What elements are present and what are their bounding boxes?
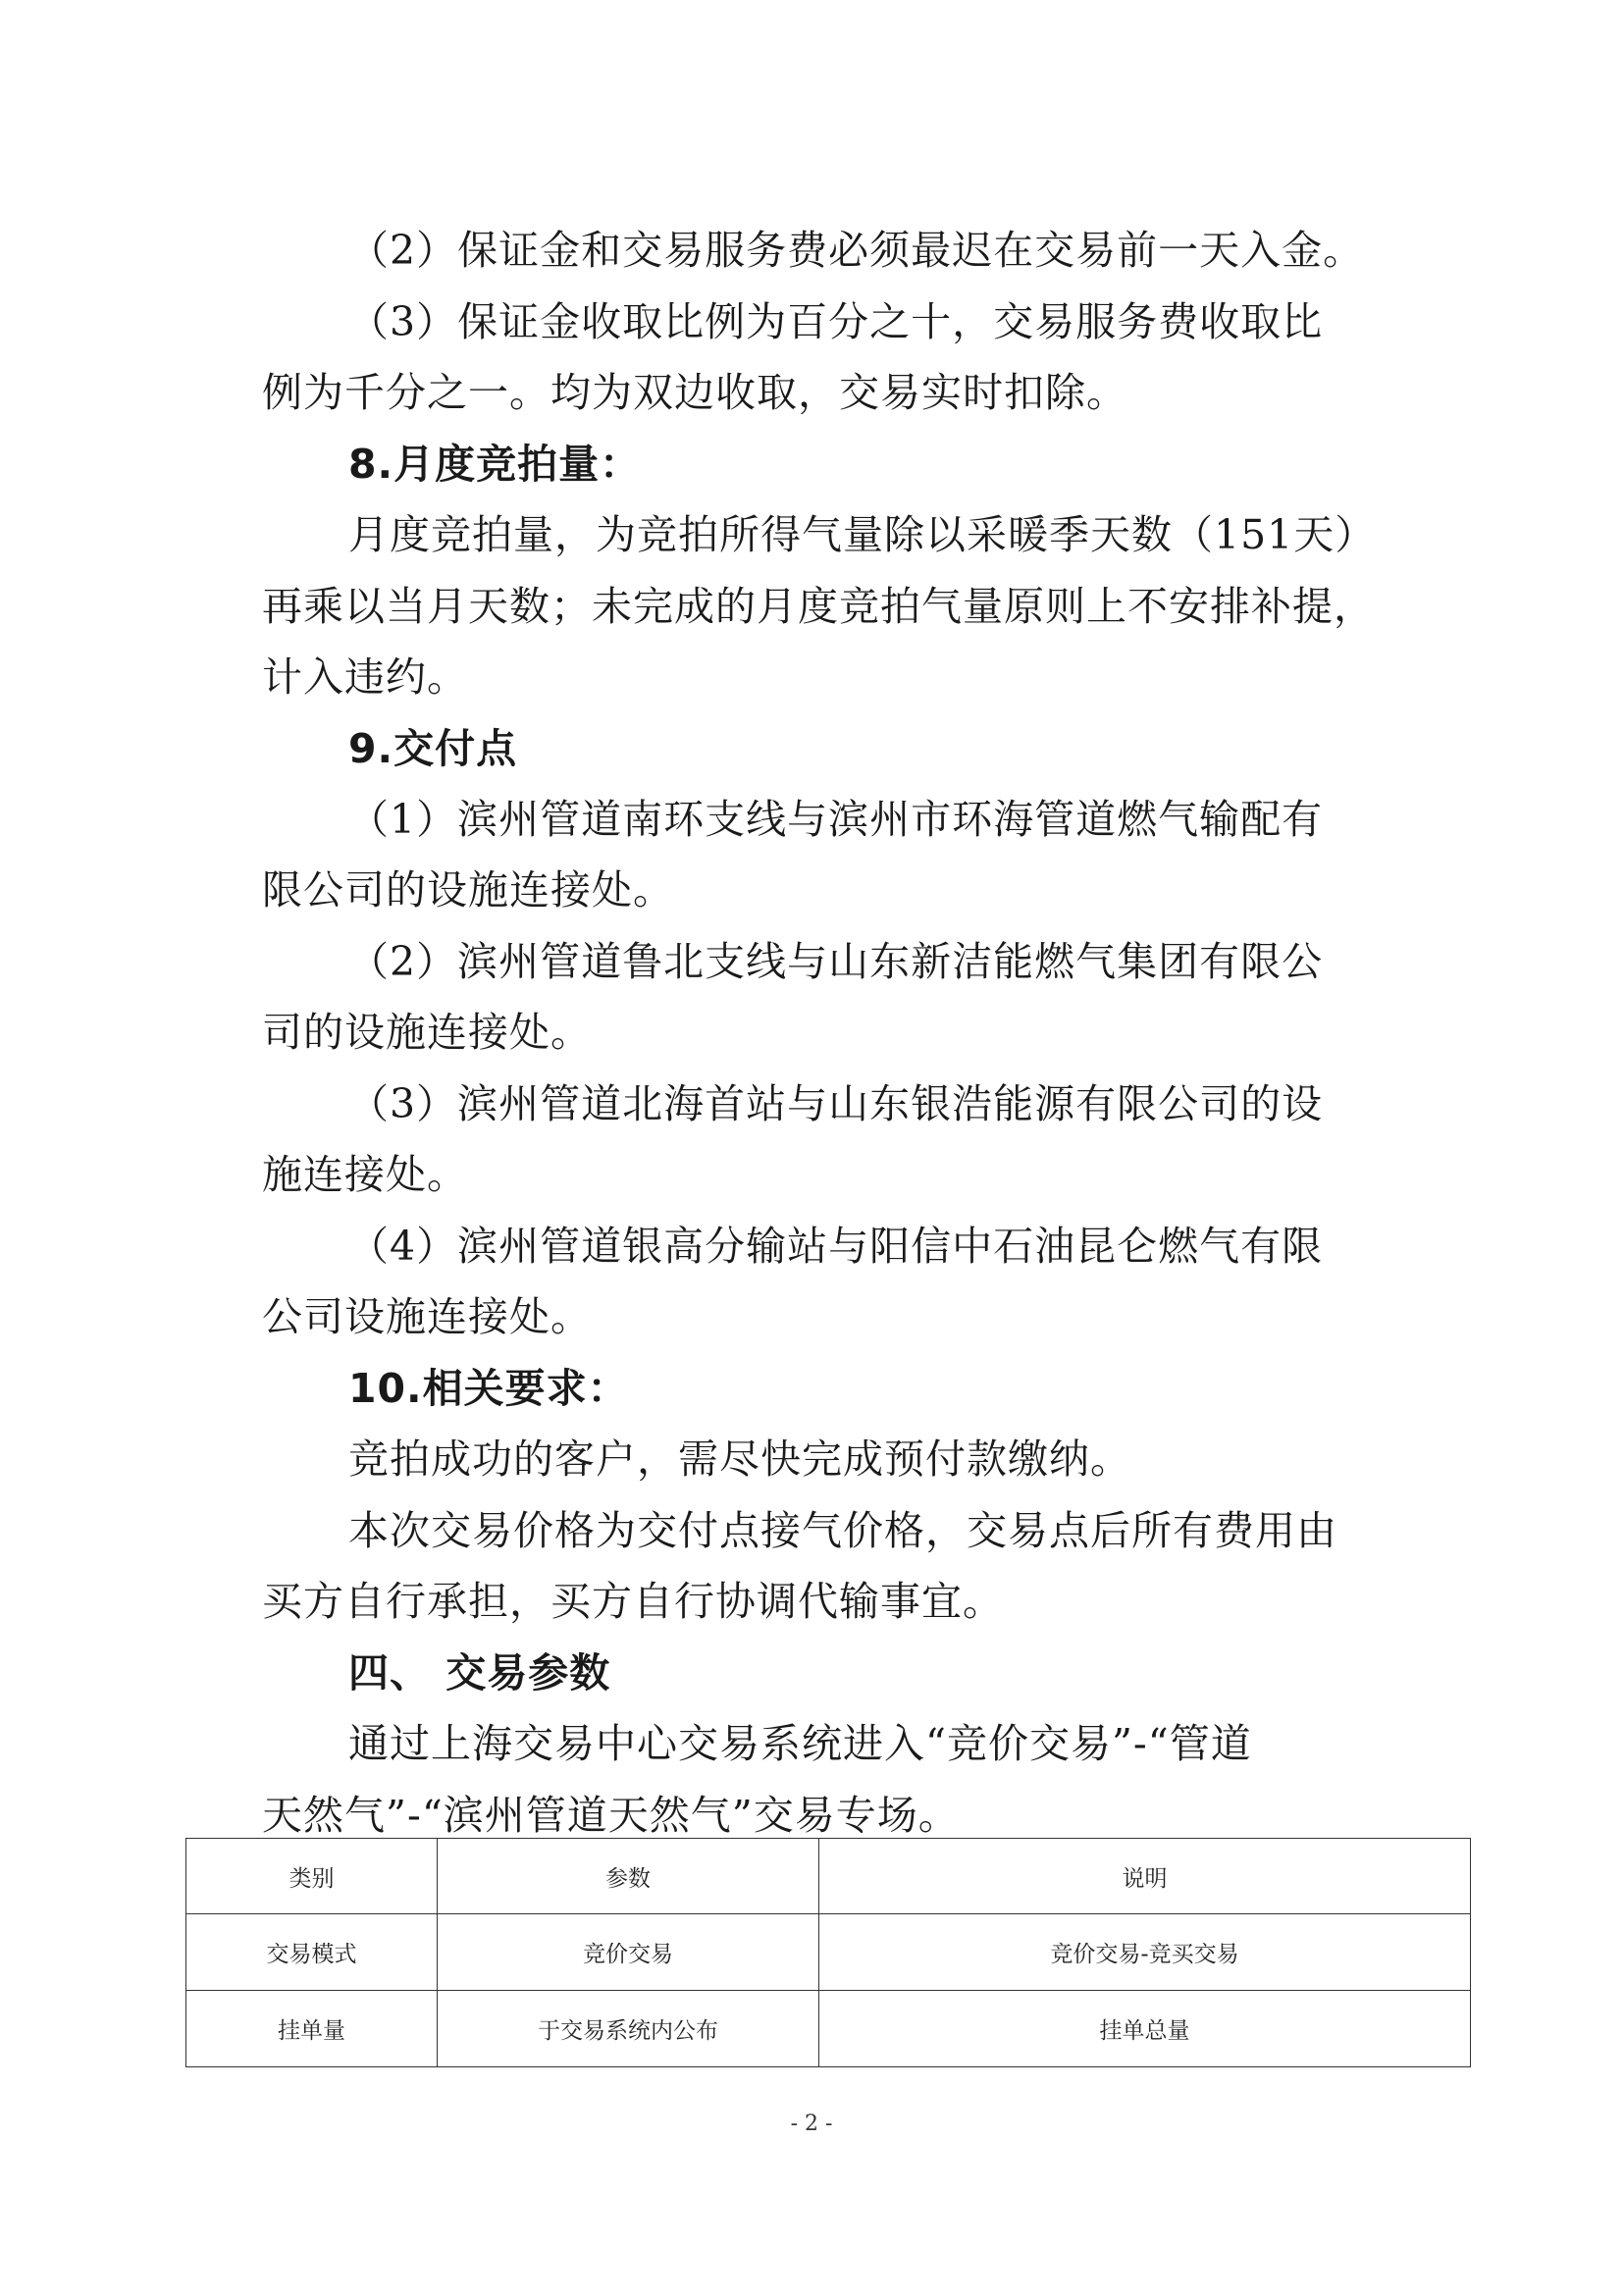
delivery-point-3-line2: 施连接处。 [262, 1151, 468, 1198]
paragraph-monthly-volume-line3: 计入违约。 [262, 653, 468, 701]
column-header-parameter: 参数 [438, 1839, 819, 1914]
table-cell: 交易模式 [186, 1914, 438, 1991]
delivery-point-2-line2: 司的设施连接处。 [262, 1009, 592, 1056]
delivery-point-1-line1: （1）滨州管道南环支线与滨州市环海管道燃气输配有 [348, 796, 1324, 843]
heading-monthly-volume: 8.月度竞拍量： [348, 441, 642, 488]
delivery-point-4-line2: 公司设施连接处。 [262, 1293, 592, 1340]
paragraph-trade-entry-line1: 通过上海交易中心交易系统进入“竞价交易”-“管道 [348, 1720, 1252, 1767]
paragraph-deposit-timing: （2）保证金和交易服务费必须最迟在交易前一天入金。 [348, 227, 1365, 274]
table-row [186, 1914, 1471, 1991]
page-number: - 2 - [790, 2112, 833, 2136]
requirement-price-line1: 本次交易价格为交付点接气价格，交易点后所有费用由 [348, 1507, 1337, 1554]
paragraph-trade-entry-line2: 天然气”-“滨州管道天然气”交易专场。 [262, 1792, 960, 1839]
delivery-point-3-line1: （3）滨州管道北海首站与山东银浩能源有限公司的设 [348, 1080, 1324, 1127]
table-cell: 挂单量 [186, 1991, 438, 2067]
delivery-point-2-line1: （2）滨州管道鲁北支线与山东新洁能燃气集团有限公 [348, 938, 1324, 985]
heading-delivery-points: 9.交付点 [348, 725, 518, 772]
requirement-prepayment: 竞拍成功的客户，需尽快完成预付款缴纳。 [348, 1435, 1131, 1483]
delivery-point-1-line2: 限公司的设施连接处。 [262, 866, 674, 913]
table-header-row [186, 1839, 1471, 1914]
heading-requirements: 10.相关要求： [348, 1365, 629, 1412]
requirement-price-line2: 买方自行承担，买方自行协调代输事宜。 [262, 1578, 1004, 1625]
column-header-category: 类别 [186, 1839, 438, 1914]
paragraph-monthly-volume-line2: 再乘以当月天数；未完成的月度竞拍气量原则上不安排补提， [262, 583, 1375, 630]
table-row [186, 1991, 1471, 2067]
table-cell: 竞价交易 [438, 1914, 819, 1991]
trade-parameters-table [185, 1838, 1471, 2067]
heading-trade-parameters: 四、 交易参数 [348, 1649, 611, 1696]
table-cell: 竞价交易-竞买交易 [819, 1914, 1471, 1991]
delivery-point-4-line1: （4）滨州管道银高分输站与阳信中石油昆仑燃气有限 [348, 1223, 1324, 1270]
paragraph-fee-ratio-line1: （3）保证金收取比例为百分之十，交易服务费收取比 [348, 298, 1324, 345]
table-cell: 于交易系统内公布 [438, 1991, 819, 2067]
paragraph-fee-ratio-line2: 例为千分之一。均为双边收取，交易实时扣除。 [262, 369, 1127, 416]
column-header-description: 说明 [819, 1839, 1471, 1914]
paragraph-monthly-volume-line1: 月度竞拍量，为竞拍所得气量除以采暖季天数（151天） [348, 511, 1377, 558]
table-cell: 挂单总量 [819, 1991, 1471, 2067]
